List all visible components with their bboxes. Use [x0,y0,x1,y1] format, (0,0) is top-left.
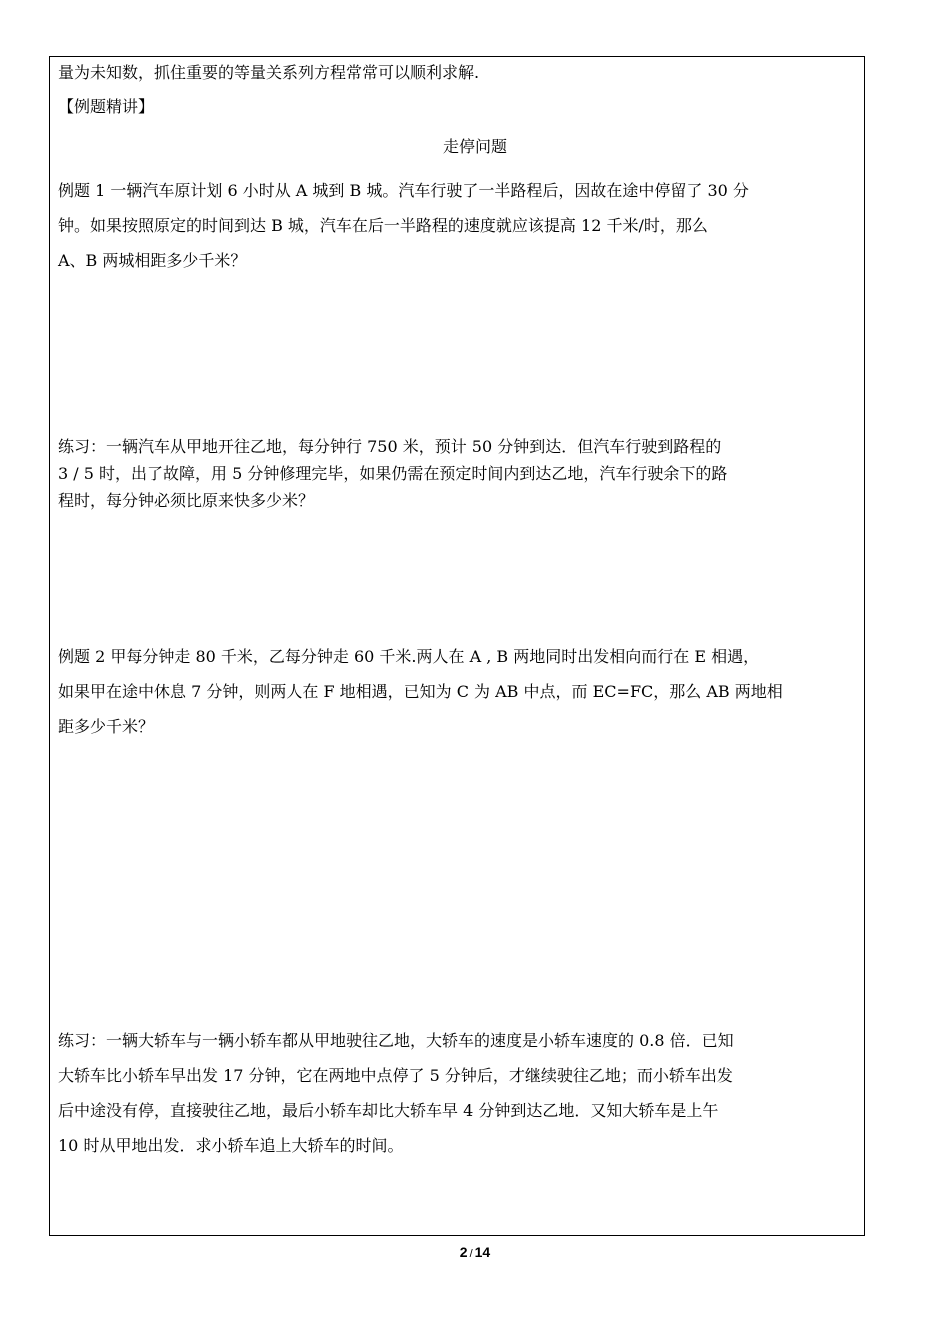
total-pages: 14 [474,1244,491,1260]
example1-line1: 例题 1 一辆汽车原计划 6 小时从 A 城到 B 城。汽车行驶了一半路程后，因故在途中停留了 30 分 [58,181,749,200]
practice2-line2: 大轿车比小轿车早出发 17 分钟，它在两地中点停了 5 分钟后，才继续驶往乙地；而小轿车出发 [58,1066,733,1085]
example2-line3: 距多少千米？ [58,717,155,736]
section-header: 【例题精讲】 [58,97,155,116]
section-title: 走停问题 [442,137,507,156]
page-separator: / [469,1248,473,1260]
example1-line2: 钟。如果按照原定的时间到达 B 城，汽车在后一半路程的速度就应该提高 12 千米/时，那么 [58,216,708,235]
practice1-line3: 程时，每分钟必须比原来快多少米？ [58,491,315,510]
page-number [0,1242,950,1264]
practice2-line1: 练习：一辆大轿车与一辆小轿车都从甲地驶往乙地，大轿车的速度是小轿车速度的 0.8 倍．已知 [58,1031,734,1050]
example2-line1: 例题 2 甲每分钟走 80 千米，乙每分钟走 60 千米.两人在 A , B 两地同时出发相向而行在 E 相遇， [58,647,760,666]
example1-line3: A、B 两城相距多少千米？ [58,251,247,270]
example2-line2: 如果甲在途中休息 7 分钟，则两人在 F 地相遇，已知为 C 为 AB 中点，而 EC=FC，那么 AB 两地相 [58,682,783,701]
practice1-line1: 练习：一辆汽车从甲地开往乙地，每分钟行 750 米，预计 50 分钟到达．但汽车行驶到路程的 [58,437,722,456]
practice1-line2: 3 / 5 时，出了故障，用 5 分钟修理完毕，如果仍需在预定时间内到达乙地，汽车行驶余下的路 [58,464,728,483]
current-page: 2 [459,1244,468,1260]
practice2-line4: 10 时从甲地出发．求小轿车追上大轿车的时间。 [58,1136,404,1155]
practice2-line3: 后中途没有停，直接驶往乙地，最后小轿车却比大轿车早 4 分钟到达乙地．又知大轿车是上午 [58,1101,719,1120]
intro-text: 量为未知数，抓住重要的等量关系列方程常常可以顺利求解. [58,63,480,82]
